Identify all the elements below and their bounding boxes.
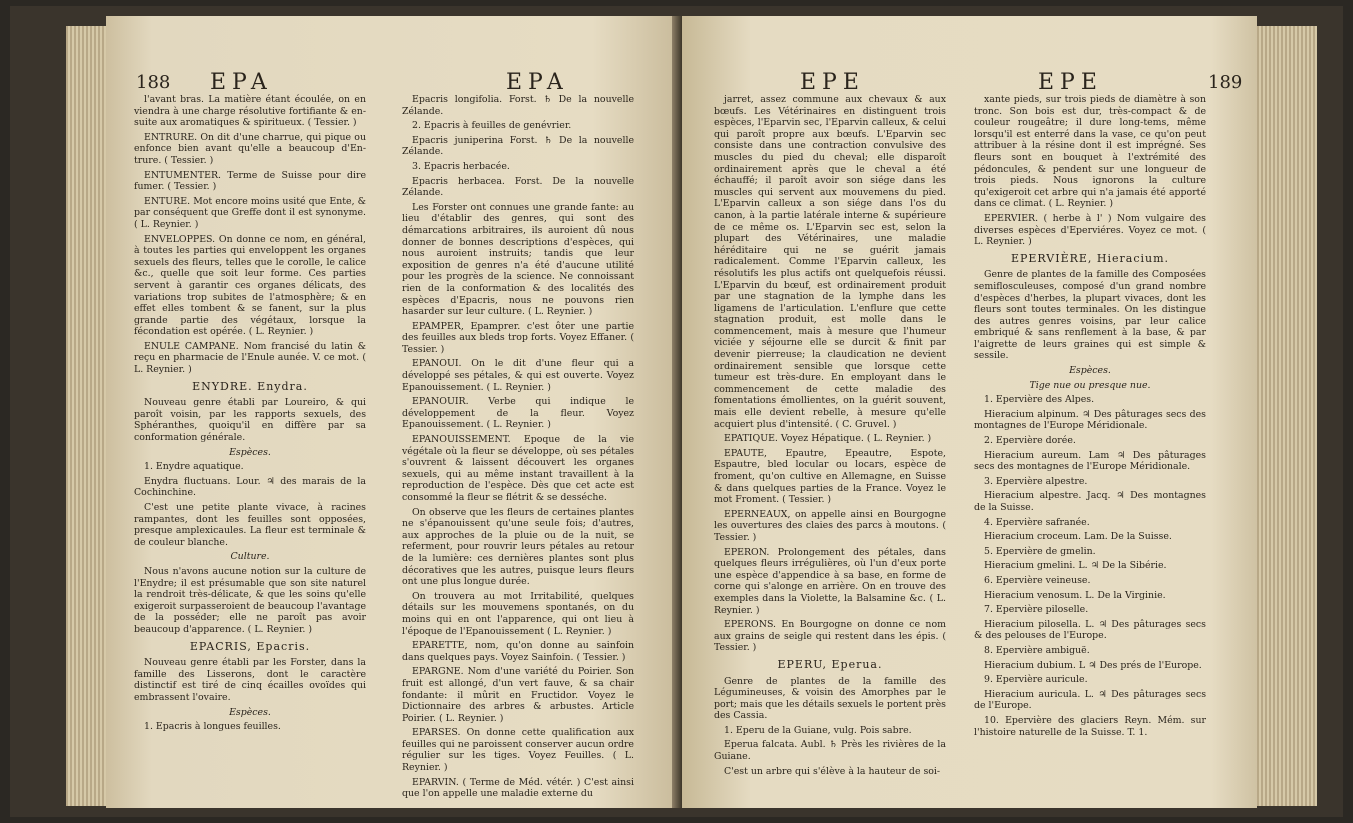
paragraph: Hieracium dubium. L ♃ Des prés de l'Europe. — [984, 659, 1202, 671]
paragraph: Tige nue ou presque nue. — [1029, 379, 1151, 391]
paragraph: Hieracium alpestre. Jacq. ♃ Des montagnes de la Suisse. — [974, 490, 1206, 513]
right-page-edges — [1257, 26, 1317, 806]
paragraph: EPARSES. On donne cette qualification aux feuilles qui ne paroissent conserver aucun ordre régulier sur les tiges. Voyez Feuilles. ( L. Reynier. ) — [402, 727, 634, 774]
running-head-right-col: EPE — [1038, 70, 1103, 95]
paragraph: Hieracium gmelini. L. ♃ De la Sibérie. — [984, 560, 1167, 572]
paragraph: EPERNEAUX, on appelle ainsi en Bourgogne les ouvertures des claies des parcs à moutons. ( Tessier. ) — [714, 508, 946, 543]
paragraph: 4. Epervière safranée. — [984, 516, 1090, 528]
paragraph: ENTURE. Mot encore moins usité que Ente, & par conséquent que Greffe dont il est synonyme. ( L. Reynier. ) — [134, 195, 366, 230]
left-page-column-1 — [134, 94, 366, 736]
right-page-column-2 — [974, 94, 1206, 741]
book-scan — [10, 6, 1343, 817]
paragraph: Epacris longifolia. Forst. ♄ De la nouvelle Zélande. — [402, 94, 634, 117]
paragraph: Culture. — [230, 551, 270, 563]
paragraph: Hieracium pilosella. L. ♃ Des pâturages secs & des pelouses de l'Europe. — [974, 618, 1206, 642]
paragraph: 7. Epervière piloselle. — [984, 604, 1089, 616]
paragraph: EPERONS. En Bourgogne on donne ce nom aux grains de seigle qui restent dans les épis. ( Tessier. ) — [714, 619, 946, 654]
paragraph: 9. Epervière auricule. — [984, 674, 1088, 686]
paragraph: EPANOUI. On le dit d'une fleur qui a développé ses pétales, & qui est ouverte. Voyez Epanouissement. ( L. Reynier. ) — [402, 358, 634, 393]
running-head-left-col: EPA — [210, 70, 273, 95]
paragraph: 5. Epervière de gmelin. — [984, 545, 1096, 557]
page-number-left: 188 — [136, 72, 171, 93]
paragraph: Enydra fluctuans. Lour. ♃ des marais de la Cochinchine. — [134, 475, 366, 499]
paragraph: Hieracium aureum. Lam ♃ Des pâturages secs des montagnes de l'Europe Méridionale. — [974, 449, 1206, 473]
paragraph: Les Forster ont connues une grande fante: au lieu d'établir des genres, qui sont des démarcations arbitraires, ils auroient dû nous donner de bonnes descriptions d'espèces, qui nous auroient instruits; tandis que leur exposition de genres n'a été d'aucune utilité pour les progrès de la science. Ne connoissant rien de la conformation & des localités des espèces d'Epacris, nous ne pouvons rien hasarder sur leur culture. ( L. Reynier. ) — [402, 201, 634, 318]
running-head-left-col: EPE — [800, 70, 865, 95]
paragraph: Espèces. — [1069, 365, 1111, 377]
paragraph: On trouvera au mot Irritabilité, quelques détails sur les mouvemens spontanés, on du moins qui en ont l'apparence, qui ont lieu à l'époque de l'Epanouissement ( L. Reynier. ) — [402, 590, 634, 637]
paragraph: 1. Epervière des Alpes. — [984, 394, 1095, 406]
paragraph: On observe que les fleurs de certaines plantes ne s'épanouissent qu'une seule fois; d'autres, aux approches de la pluie ou de la nuit, se referment, pour rouvrir leurs pétales au retour de la lumière: ces dernières plantes sont plus décoratives que les autres, puisque leurs fleurs ont une plus longue durée. — [402, 506, 634, 588]
paragraph: EPERON. Prolongement des pétales, dans quelques fleurs irrégulières, où l'un d'eux porte une espèce d'appendice à sa base, en forme de corne qui s'alonge en arrière. On en trouve des exemples dans la Violette, la Balsamine &c. ( L. Reynier. ) — [714, 546, 946, 616]
paragraph: Hieracium croceum. Lam. De la Suisse. — [984, 531, 1172, 543]
paragraph: jarret, assez commune aux chevaux & aux bœufs. Les Vétérinaires en distinguent trois espèces, l'Eparvin sec, l'Eparvin calleux, & celui qui paroît propre aux bœufs. L'Eparvin sec consiste dans une contraction convulsive des muscles du pied du cheval; elle disparoît ordinairement après que le cheval a été échauffé; il paroît avoir son siége dans les muscles qui servent aux mouvemens du pied. L'Eparvin calleux a son siége dans l'os du canon, à la partie latérale interne & supérieure de ce même os. L'Eparvin sec est, selon la plupart des Vétérinaires, une maladie héréditaire qui ne se guérit jamais radicalement. Comme l'Eparvin calleux, les résolutifs les plus actifs ont quelquefois réussi. L'Eparvin du bœuf, est ordinairement produit par une stagnation de la lymphe dans les ligamens de l'articulation. L'enflure que cette stagnation produit, est molle dans le commencement, mais à mesure que l'humeur viciée y séjourne elle se durcit & finit par devenir pierreuse; la claudication ne devient ordinairement sensible que lorsque cette tumeur est très-dure. En employant dans le commencement de cette maladie des fomentations émollientes, on la guérit souvent, mais elle devient rebelle, à mesure qu'elle acquiert plus d'intensité. ( C. Gruvel. ) — [714, 94, 946, 430]
paragraph: Genre de plantes de la famille des Légumineuses, & voisin des Amorphes par le port; mais que les détails sexuels le portent près des Cassia. — [714, 675, 946, 722]
paragraph: 3. Epervière alpestre. — [984, 475, 1088, 487]
paragraph: ENVELOPPES. On donne ce nom, en général, à toutes les parties qui enveloppent les organes sexuels des fleurs, telles que le corolle, le calice &c., quelle que soit leur forme. Ces parties servent à garantir ces organes délicats, des variations trop subites de l'atmosphère; & en effet elles tombent & se fanent, sur la plus grande partie des végétaux, lorsque la fécondation est opérée. ( L. Reynier. ) — [134, 233, 366, 338]
paragraph: EPANOUISSEMENT. Epoque de la vie végétale où la fleur se développe, où ses pétales s'ouvrent & laissent découvert les organes sexuels, qui au même instant travaillent à la reproduction de l'espèce. Dès que cet acte est consommé la fleur se flétrit & se desséche. — [402, 434, 634, 503]
entry-heading: EPERVIÈRE, Hieracium. — [1010, 251, 1170, 265]
paragraph: EPARVIN. ( Terme de Méd. vétér. ) C'est ainsi que l'on appelle une maladie externe du — [402, 776, 634, 800]
paragraph: 10. Epervière des glaciers Reyn. Mém. sur l'histoire naturelle de la Suisse. T. 1. — [974, 714, 1206, 738]
left-page-edges — [66, 26, 106, 806]
entry-heading: EPACRIS, Epacris. — [189, 639, 311, 653]
paragraph: Eperua falcata. Aubl. ♄ Près les rivières de la Guiane. — [714, 739, 946, 763]
paragraph: 3. Epacris herbacée. — [412, 160, 510, 172]
paragraph: l'avant bras. La matière étant écoulée, on en viendra à une charge résolutive fortifiante & en-suite aux aromatiques & spiritueux. ( Tessier. ) — [134, 94, 366, 129]
paragraph: Nouveau genre établi par Loureiro, & qui paroît voisin, par les rapports sexuels, des Sphéranthes, quoiqu'il en diffère par sa conformation générale. — [134, 397, 366, 444]
paragraph: Hieracium auricula. L. ♃ Des pâturages secs de l'Europe. — [974, 688, 1206, 712]
paragraph: 2. Epacris à feuilles de genévrier. — [412, 120, 572, 132]
paragraph: Hieracium alpinum. ♃ Des pâturages secs des montagnes de l'Europe Méridionale. — [974, 408, 1206, 432]
paragraph: Nous n'avons aucune notion sur la culture de l'Enydre; il est présumable que son site naturel la rendroit très-délicate, & que les soins qu'elle exigeroit surpasseroient de beaucoup l'avantage de la posséder; elle ne paroît pas avoir beaucoup d'apparence. ( L. Reynier. ) — [134, 565, 366, 635]
paragraph: 2. Epervière dorée. — [984, 435, 1076, 447]
paragraph: ENTUMENTER. Terme de Suisse pour dire fumer. ( Tessier. ) — [134, 169, 366, 193]
paragraph: Epacris juniperina Forst. ♄ De la nouvelle Zélande. — [402, 134, 634, 158]
paragraph: 6. Epervière veineuse. — [984, 574, 1091, 586]
paragraph: EPANOUIR. Verbe qui indique le développement de la fleur. Voyez Epanouissement. ( L. Reynier. ) — [402, 396, 634, 431]
paragraph: 8. Epervière ambiguë. — [984, 644, 1090, 656]
paragraph: EPARGNE. Nom d'une variété du Poirier. Son fruit est allongé, d'un vert fauve, & sa chair fondante: il mûrit en Fructidor. Voyez le Dictionnaire des arbres & arbustes. Article Poirier. ( L. Reynier. ) — [402, 666, 634, 724]
paragraph: Nouveau genre établi par les Forster, dans la famille des Lisserons, dont le caractère distinctif est tiré de cinq écailles ovoïdes qui embrassent l'ovaire. — [134, 657, 366, 703]
paragraph: EPAMPER, Epamprer. c'est ôter une partie des feuilles aux bleds trop forts. Voyez Effaner. ( Tessier. ) — [402, 320, 634, 355]
right-page — [682, 16, 1257, 808]
paragraph: C'est une petite plante vivace, à racines rampantes, dont les feuilles sont opposées, presque amplexicaules. La fleur est terminale & de couleur blanche. — [134, 502, 366, 548]
paragraph: EPARETTE, nom, qu'on donne au sainfoin dans quelques pays. Voyez Sainfoin. ( Tessier. ) — [402, 640, 634, 663]
paragraph: 1. Epacris à longues feuilles. — [144, 721, 281, 733]
paragraph: ENULE CAMPANE. Nom francisé du latin & reçu en pharmacie de l'Enule aunée. V. ce mot. ( L. Reynier. ) — [134, 340, 366, 376]
running-head-right-col: EPA — [506, 70, 569, 95]
left-page-column-2 — [402, 94, 634, 803]
paragraph: C'est un arbre qui s'élève à la hauteur de soi- — [724, 765, 941, 777]
paragraph: Espèces. — [229, 706, 271, 718]
right-page-column-1 — [714, 94, 946, 780]
paragraph: EPERVIER. ( herbe à l' ) Nom vulgaire des diverses espèces d'Eperviéres. Voyez ce mot. ( L. Reynier. ) — [974, 212, 1206, 248]
paragraph: Genre de plantes de la famille des Composées semiflosculeuses, composé d'un grand nombre d'espèces d'herbes, la plupart vivaces, dont les fleurs sont toutes terminales. On les distingue des autres genres voisins, par leur calice embriqué & sans renflement à la base, & par l'aigrette de leurs graines qui est simple & sessile. — [974, 269, 1206, 362]
paragraph: Epacris herbacea. Forst. De la nouvelle Zélande. — [402, 175, 634, 199]
paragraph: xante pieds, sur trois pieds de diamètre à son tronc. Son bois est dur, très-compact & de couleur rougeâtre; il dure long-tems, même lorsqu'il est enterré dans la vase, ce qu'on peut attribuer à la résine dont il est imprégné. Ses fleurs sont en bouquet à l'extrémité des pédoncules, & pendent sur une longueur de trois pieds. Nous ignorons la culture qu'exigeroit cet arbre qui n'a jamais été apporté dans ce climat. ( L. Reynier. ) — [974, 94, 1206, 210]
paragraph: EPAUTE, Epautre, Epeautre, Espote, Espautre, bled locular ou locars, espèce de froment, qu'on cultive en Allemagne, en Suisse & dans quelques parties de la France. Voyez le mot Froment. ( Tessier. ) — [714, 447, 946, 506]
paragraph: EPATIQUE. Voyez Hépatique. ( L. Reynier. ) — [724, 433, 932, 445]
paragraph: 1. Enydre aquatique. — [144, 461, 244, 473]
left-page — [106, 16, 678, 808]
paragraph: Hieracium venosum. L. De la Virginie. — [984, 589, 1166, 601]
entry-heading: ENYDRE. Enydra. — [192, 379, 308, 393]
paragraph: Espèces. — [229, 446, 271, 458]
paragraph: ENTRURE. On dit d'une charrue, qui pique ou enfonce bien avant qu'elle a beaucoup d'En-trure. ( Tessier. ) — [134, 131, 366, 166]
entry-heading: EPERU, Eperua. — [777, 657, 883, 671]
page-number-right: 189 — [1208, 72, 1243, 93]
paragraph: 1. Eperu de la Guiane, vulg. Pois sabre. — [724, 724, 912, 736]
